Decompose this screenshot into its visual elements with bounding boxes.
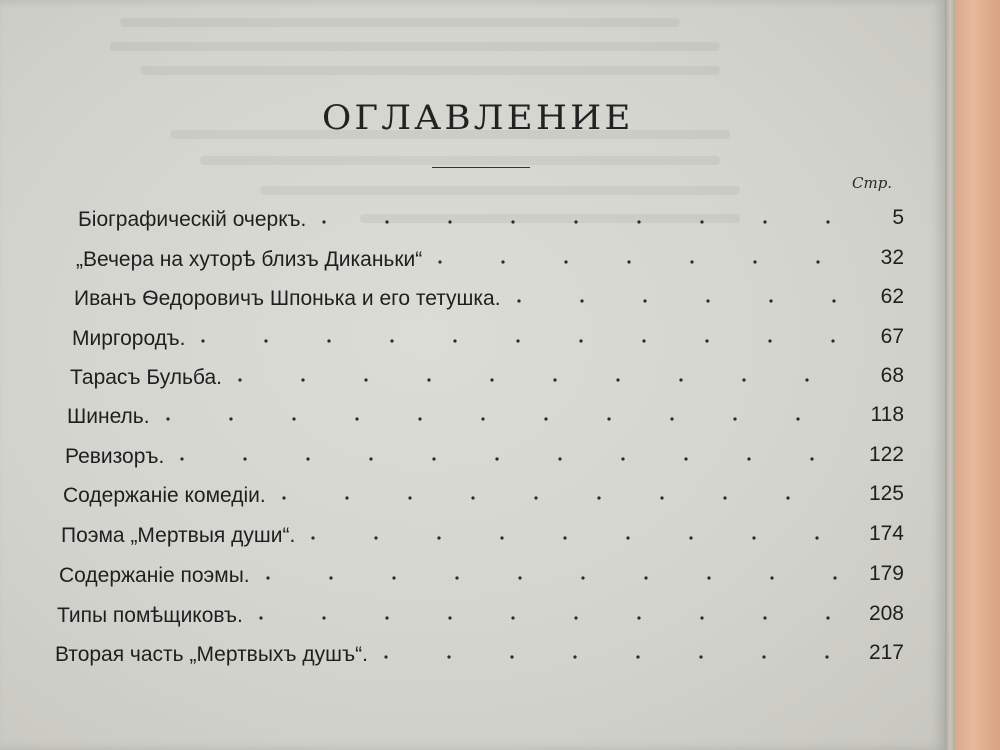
leader-dot bbox=[805, 378, 808, 381]
toc-entry-label: Миргородъ. bbox=[72, 327, 186, 350]
toc-entry-label: Иванъ Ѳедоровичъ Шпонька и его тетушка. bbox=[74, 287, 501, 310]
leader-dot bbox=[564, 536, 567, 539]
leader-dot bbox=[238, 378, 241, 381]
leader-dot bbox=[448, 616, 451, 619]
leader-dot bbox=[811, 457, 814, 460]
leader-dot bbox=[644, 576, 647, 579]
toc-entry-page: 122 bbox=[868, 443, 904, 466]
leader-dot bbox=[701, 220, 704, 223]
toc-entry-label: Вторая часть „Мертвыхъ душъ“. bbox=[55, 643, 368, 666]
leader-dots bbox=[378, 641, 855, 667]
page-column-label: Стр. bbox=[852, 174, 893, 192]
leader-dot bbox=[265, 339, 268, 342]
leader-dot bbox=[433, 457, 436, 460]
leader-dots bbox=[195, 325, 867, 351]
toc-entry-label: Содержаніе комедіи. bbox=[63, 484, 266, 507]
leader-dot bbox=[181, 457, 184, 460]
leader-dots-graphic bbox=[432, 246, 867, 266]
leader-dot bbox=[384, 655, 387, 658]
toc-entry-label: „Вечера на хуторѣ близъ Диканьки“ bbox=[76, 248, 423, 271]
leader-dot bbox=[292, 417, 295, 420]
leader-dots bbox=[316, 206, 878, 232]
leader-dot bbox=[301, 378, 304, 381]
leader-dots-graphic bbox=[305, 522, 855, 542]
leader-dot bbox=[723, 496, 726, 499]
leader-dot bbox=[742, 378, 745, 381]
leader-dots-graphic bbox=[160, 403, 857, 423]
toc-entry bbox=[78, 206, 904, 236]
leader-dots bbox=[305, 522, 855, 548]
toc-entry-page: 208 bbox=[868, 602, 904, 625]
leader-dot bbox=[511, 616, 514, 619]
leader-dot bbox=[229, 417, 232, 420]
leader-dot bbox=[643, 339, 646, 342]
leader-dot bbox=[816, 536, 819, 539]
toc-entry-page: 118 bbox=[870, 403, 904, 426]
leader-dot bbox=[628, 260, 631, 263]
leader-dot bbox=[510, 655, 513, 658]
toc-entry-page: 68 bbox=[880, 364, 904, 387]
toc-entry bbox=[72, 325, 904, 355]
toc-entry-page: 217 bbox=[868, 641, 904, 664]
leader-dot bbox=[329, 576, 332, 579]
leader-dot bbox=[575, 220, 578, 223]
toc-entry bbox=[63, 482, 904, 512]
leader-dot bbox=[700, 616, 703, 619]
leader-dot bbox=[418, 417, 421, 420]
leader-dot bbox=[345, 496, 348, 499]
leader-dot bbox=[699, 655, 702, 658]
leader-dots bbox=[253, 602, 855, 628]
leader-dot bbox=[512, 220, 515, 223]
leader-dot bbox=[622, 457, 625, 460]
toc-entry bbox=[74, 285, 904, 315]
toc-entry-label: Содержаніе поэмы. bbox=[59, 564, 250, 587]
toc-entry bbox=[55, 641, 904, 671]
leader-dot bbox=[559, 457, 562, 460]
toc-entry-label: Біографическій очеркъ. bbox=[78, 208, 307, 231]
leader-dot bbox=[762, 655, 765, 658]
leader-dots-graphic bbox=[316, 206, 878, 226]
toc-entry bbox=[59, 562, 904, 592]
leader-dots bbox=[260, 562, 855, 588]
toc-entry-page: 125 bbox=[868, 482, 904, 505]
leader-dots-graphic bbox=[232, 364, 867, 384]
leader-dot bbox=[355, 417, 358, 420]
page-edge bbox=[945, 0, 955, 750]
leader-dot bbox=[660, 496, 663, 499]
leader-dot bbox=[534, 496, 537, 499]
leader-dot bbox=[754, 260, 757, 263]
leader-dot bbox=[597, 496, 600, 499]
leader-dot bbox=[825, 655, 828, 658]
toc-entry bbox=[61, 522, 904, 552]
toc-entry-label: Поэма „Мертвыя души“. bbox=[61, 524, 296, 547]
book-cover bbox=[955, 0, 1000, 750]
leader-dot bbox=[370, 457, 373, 460]
leader-dots-graphic bbox=[253, 602, 855, 622]
leader-dots bbox=[432, 246, 867, 272]
leader-dot bbox=[580, 339, 583, 342]
leader-dot bbox=[638, 220, 641, 223]
toc-entry bbox=[76, 246, 904, 276]
leader-dot bbox=[763, 616, 766, 619]
leader-dot bbox=[364, 378, 367, 381]
leader-dot bbox=[574, 616, 577, 619]
leader-dot bbox=[471, 496, 474, 499]
leader-dot bbox=[770, 576, 773, 579]
toc-entry-page: 179 bbox=[868, 562, 904, 585]
leader-dot bbox=[753, 536, 756, 539]
leader-dot bbox=[266, 576, 269, 579]
leader-dot bbox=[573, 655, 576, 658]
leader-dot bbox=[832, 299, 835, 302]
leader-dots bbox=[232, 364, 867, 390]
leader-dot bbox=[518, 576, 521, 579]
leader-dot bbox=[627, 536, 630, 539]
leader-dot bbox=[481, 417, 484, 420]
leader-dots bbox=[160, 403, 857, 429]
leader-dot bbox=[496, 457, 499, 460]
leader-dot bbox=[636, 655, 639, 658]
leader-dots bbox=[174, 443, 855, 469]
leader-dot bbox=[690, 536, 693, 539]
toc-entry bbox=[70, 364, 904, 394]
leader-dot bbox=[769, 339, 772, 342]
toc-entry-label: Тарасъ Бульба. bbox=[70, 366, 222, 389]
leader-dot bbox=[553, 378, 556, 381]
toc-entry-page: 5 bbox=[892, 206, 904, 229]
toc-entry-page: 174 bbox=[868, 522, 904, 545]
leader-dots-graphic bbox=[378, 641, 855, 661]
toc-entry bbox=[57, 602, 904, 632]
leader-dot bbox=[447, 655, 450, 658]
leader-dot bbox=[202, 339, 205, 342]
leader-dot bbox=[282, 496, 285, 499]
leader-dot bbox=[832, 339, 835, 342]
leader-dot bbox=[259, 616, 262, 619]
toc-entry-page: 32 bbox=[880, 246, 904, 269]
leader-dot bbox=[517, 339, 520, 342]
leader-dots-graphic bbox=[511, 285, 867, 305]
leader-dot bbox=[322, 616, 325, 619]
leader-dot bbox=[565, 260, 568, 263]
leader-dot bbox=[501, 536, 504, 539]
leader-dot bbox=[706, 339, 709, 342]
leader-dots-graphic bbox=[174, 443, 855, 463]
leader-dot bbox=[764, 220, 767, 223]
leader-dot bbox=[312, 536, 315, 539]
leader-dot bbox=[643, 299, 646, 302]
toc-entry bbox=[67, 403, 904, 433]
leader-dot bbox=[679, 378, 682, 381]
leader-dot bbox=[392, 576, 395, 579]
leader-dot bbox=[455, 576, 458, 579]
leader-dot bbox=[386, 220, 389, 223]
leader-dot bbox=[438, 536, 441, 539]
leader-dots-graphic bbox=[260, 562, 855, 582]
leader-dot bbox=[517, 299, 520, 302]
leader-dot bbox=[817, 260, 820, 263]
leader-dot bbox=[375, 536, 378, 539]
leader-dot bbox=[685, 457, 688, 460]
toc-entry-page: 67 bbox=[880, 325, 904, 348]
leader-dot bbox=[385, 616, 388, 619]
leader-dot bbox=[244, 457, 247, 460]
leader-dot bbox=[796, 417, 799, 420]
page-title: ОГЛАВЛЕНИЕ bbox=[322, 98, 634, 138]
leader-dot bbox=[581, 576, 584, 579]
leader-dot bbox=[408, 496, 411, 499]
leader-dot bbox=[637, 616, 640, 619]
leader-dots-graphic bbox=[195, 325, 867, 345]
leader-dot bbox=[827, 220, 830, 223]
leader-dot bbox=[733, 417, 736, 420]
leader-dot bbox=[691, 260, 694, 263]
leader-dot bbox=[391, 339, 394, 342]
leader-dots-graphic bbox=[276, 482, 855, 502]
toc-entry-label: Типы помѣщиковъ. bbox=[57, 604, 243, 627]
leader-dot bbox=[826, 616, 829, 619]
leader-dots bbox=[511, 285, 867, 311]
leader-dot bbox=[427, 378, 430, 381]
leader-dot bbox=[449, 220, 452, 223]
leader-dot bbox=[502, 260, 505, 263]
leader-dot bbox=[707, 576, 710, 579]
leader-dot bbox=[328, 339, 331, 342]
toc-entry bbox=[65, 443, 904, 473]
leader-dot bbox=[580, 299, 583, 302]
leader-dot bbox=[607, 417, 610, 420]
leader-dot bbox=[833, 576, 836, 579]
leader-dot bbox=[323, 220, 326, 223]
leader-dot bbox=[670, 417, 673, 420]
toc-entry-label: Ревизоръ. bbox=[65, 445, 165, 468]
toc-entry-page: 62 bbox=[880, 285, 904, 308]
leader-dots bbox=[276, 482, 855, 508]
leader-dot bbox=[544, 417, 547, 420]
toc-entry-label: Шинель. bbox=[67, 405, 150, 428]
leader-dot bbox=[166, 417, 169, 420]
leader-dot bbox=[786, 496, 789, 499]
leader-dot bbox=[706, 299, 709, 302]
leader-dot bbox=[616, 378, 619, 381]
leader-dot bbox=[490, 378, 493, 381]
leader-dot bbox=[307, 457, 310, 460]
leader-dot bbox=[769, 299, 772, 302]
leader-dot bbox=[439, 260, 442, 263]
leader-dot bbox=[748, 457, 751, 460]
leader-dot bbox=[454, 339, 457, 342]
